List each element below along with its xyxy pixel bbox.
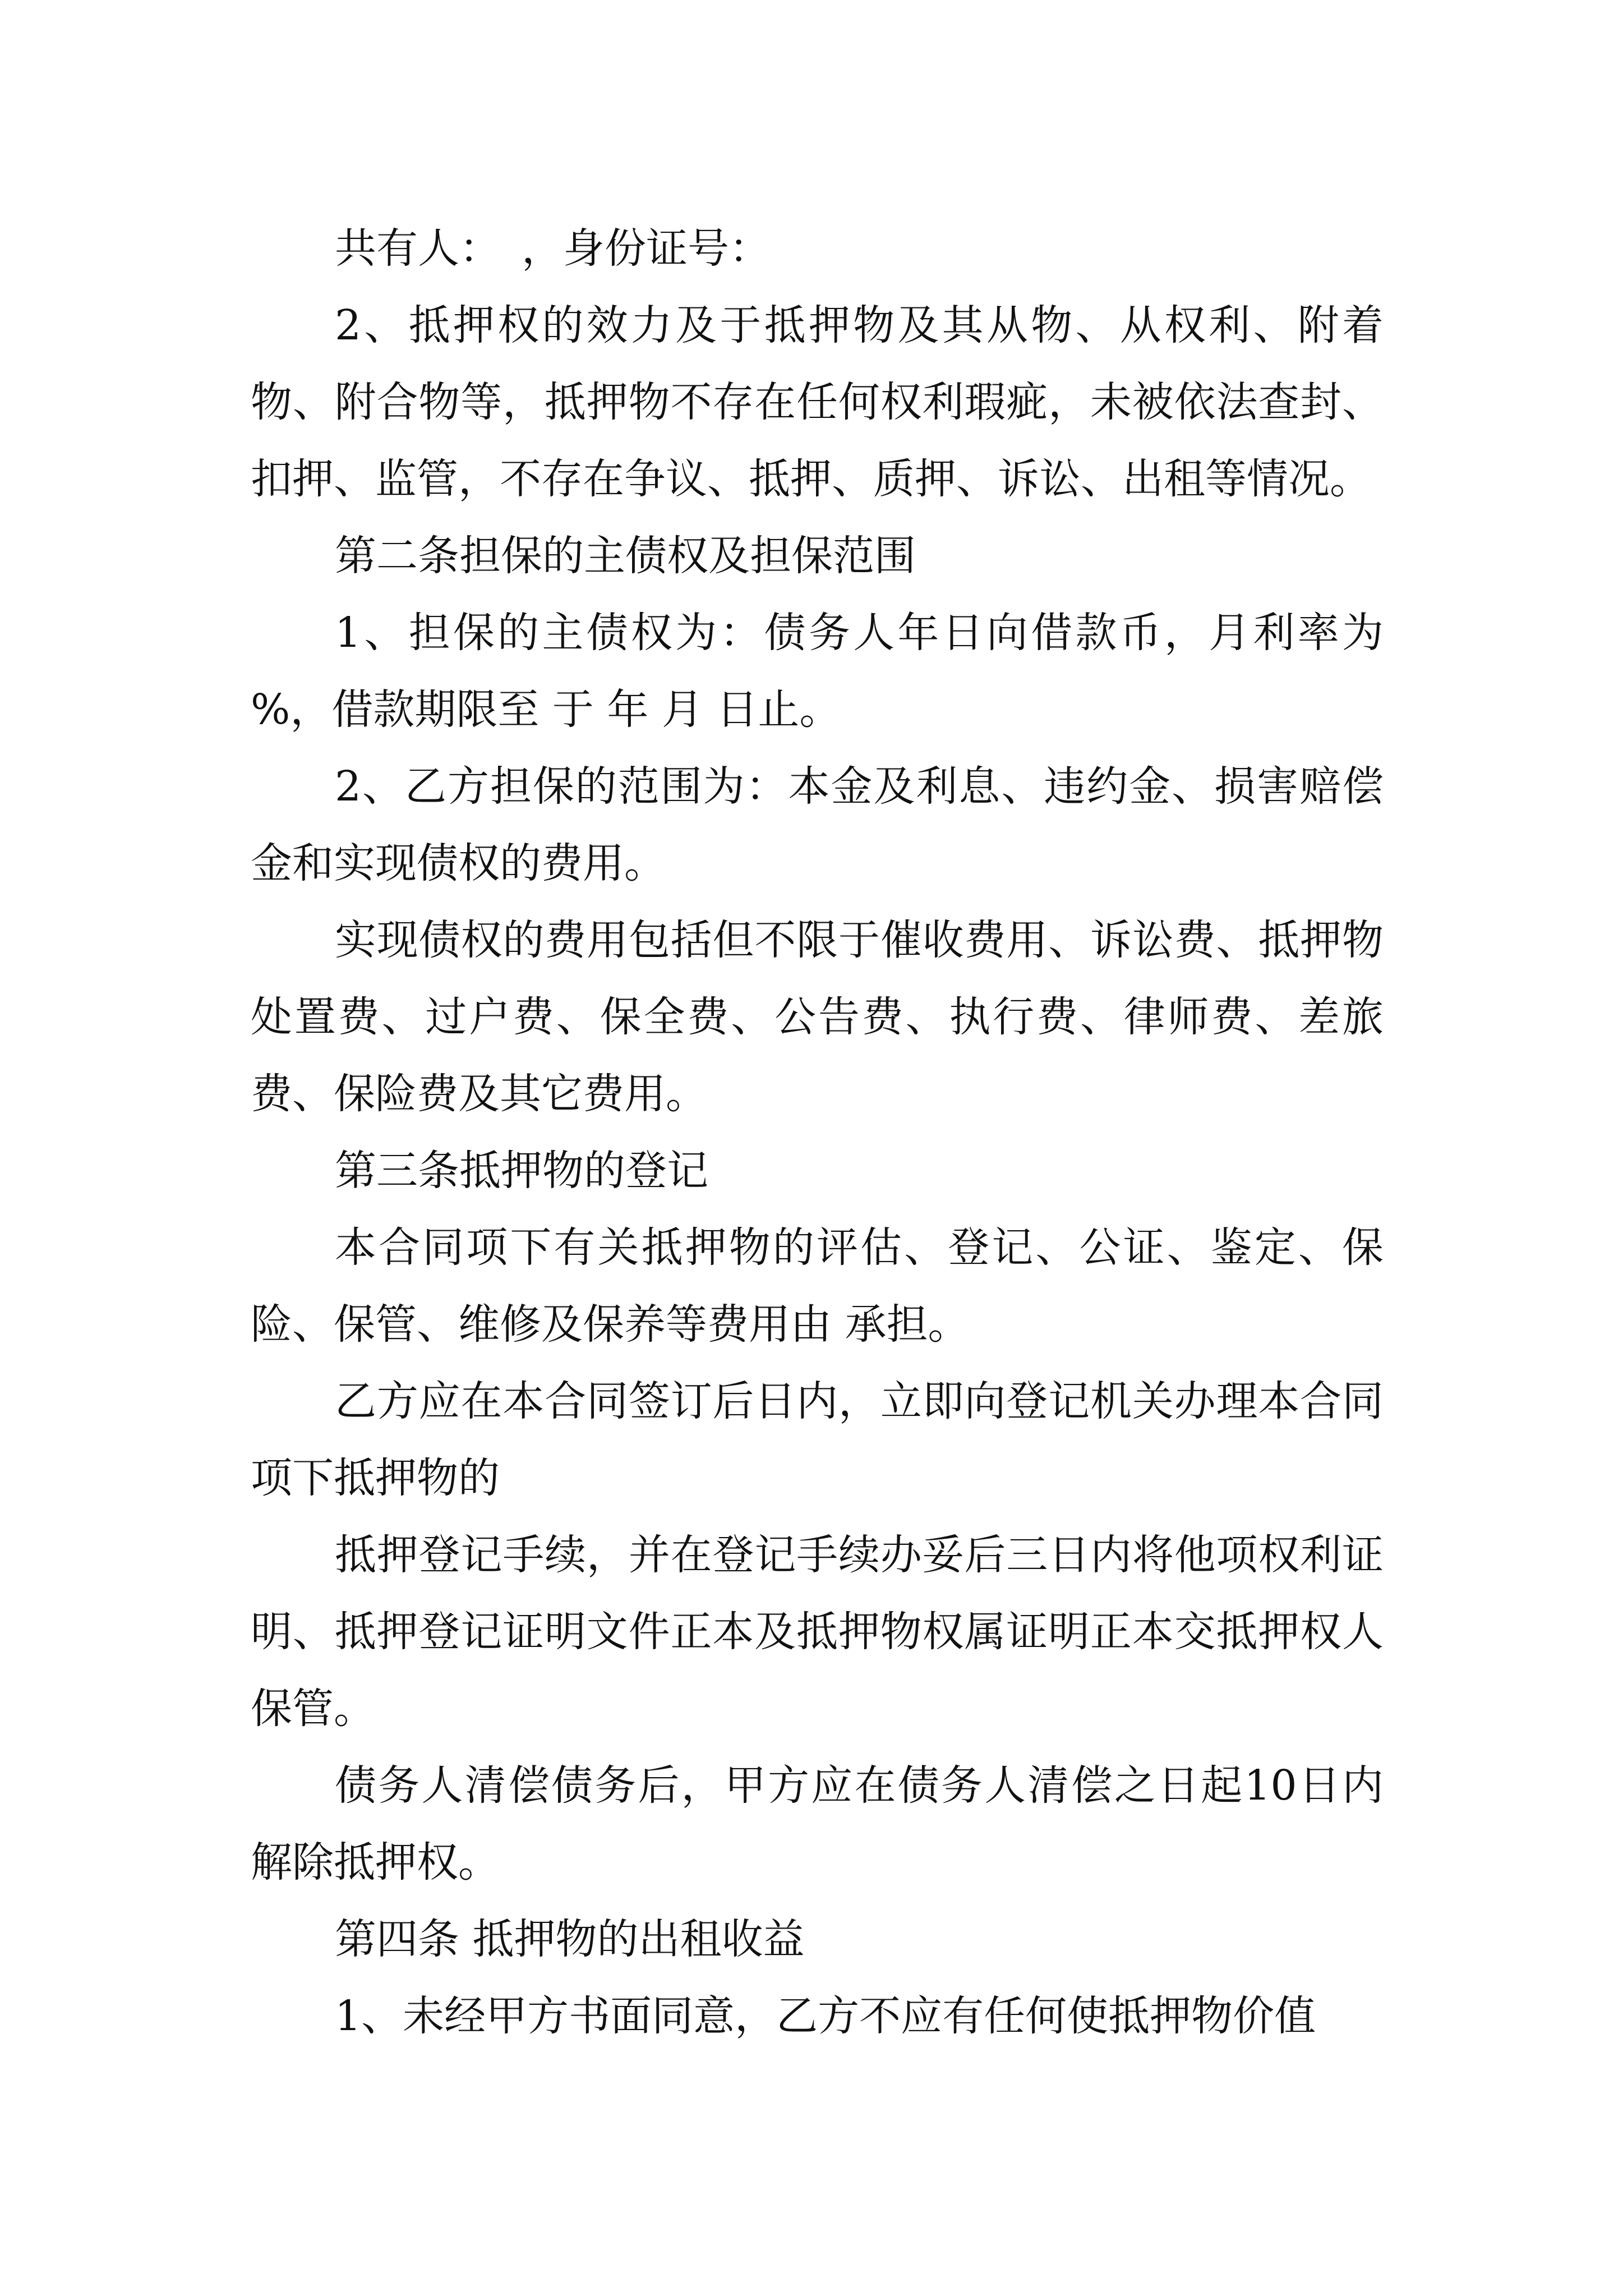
paragraph-principal-claim: 1、担保的主债权为：债务人年日向借款币，月利率为 %，借款期限至 于 年 月 日止。 bbox=[251, 609, 1384, 734]
heading-article-3: 第三条抵押物的登记 bbox=[335, 1147, 708, 1195]
paragraph-lease-restriction: 1、未经甲方书面同意，乙方不应有任何使抵押物价值 bbox=[335, 1992, 1316, 2040]
document-body bbox=[251, 210, 1384, 2055]
paragraph-guarantee-scope: 2、乙方担保的范围为：本金及利息、违约金、损害赔偿金和实现债权的费用。 bbox=[251, 762, 1384, 887]
paragraph-release: 债务人清偿债务后，甲方应在债务人清偿之日起10日内解除抵押权。 bbox=[251, 1761, 1384, 1887]
paragraph-registration-procedure: 抵押登记手续，并在登记手续办妥后三日内将他项权利证明、抵押登记证明文件正本及抵押物权属证明正本交抵押权人保管。 bbox=[251, 1531, 1384, 1733]
paragraph-mortgage-effect: 2、抵押权的效力及于抵押物及其从物、从权利、附着物、附合物等，抵押物不存在任何权利瑕疵，未被依法查封、扣押、监管，不存在争议、抵押、质押、诉讼、出租等情况。 bbox=[251, 301, 1384, 503]
heading-article-4: 第四条 抵押物的出租收益 bbox=[335, 1915, 805, 1963]
heading-article-2: 第二条担保的主债权及担保范围 bbox=[335, 532, 916, 580]
paragraph-registration-deadline: 乙方应在本合同签订后日内，立即向登记机关办理本合同项下抵押物的 bbox=[251, 1377, 1384, 1502]
paragraph-co-owner: 共有人： ，身份证号： bbox=[335, 224, 771, 273]
paragraph-realization-costs: 实现债权的费用包括但不限于催收费用、诉讼费、抵押物处置费、过户费、保全费、公告费、执行费、律师费、差旅费、保险费及其它费用。 bbox=[251, 916, 1384, 1118]
paragraph-registration-costs: 本合同项下有关抵押物的评估、登记、公证、鉴定、保险、保管、维修及保养等费用由 承担。 bbox=[251, 1223, 1384, 1349]
